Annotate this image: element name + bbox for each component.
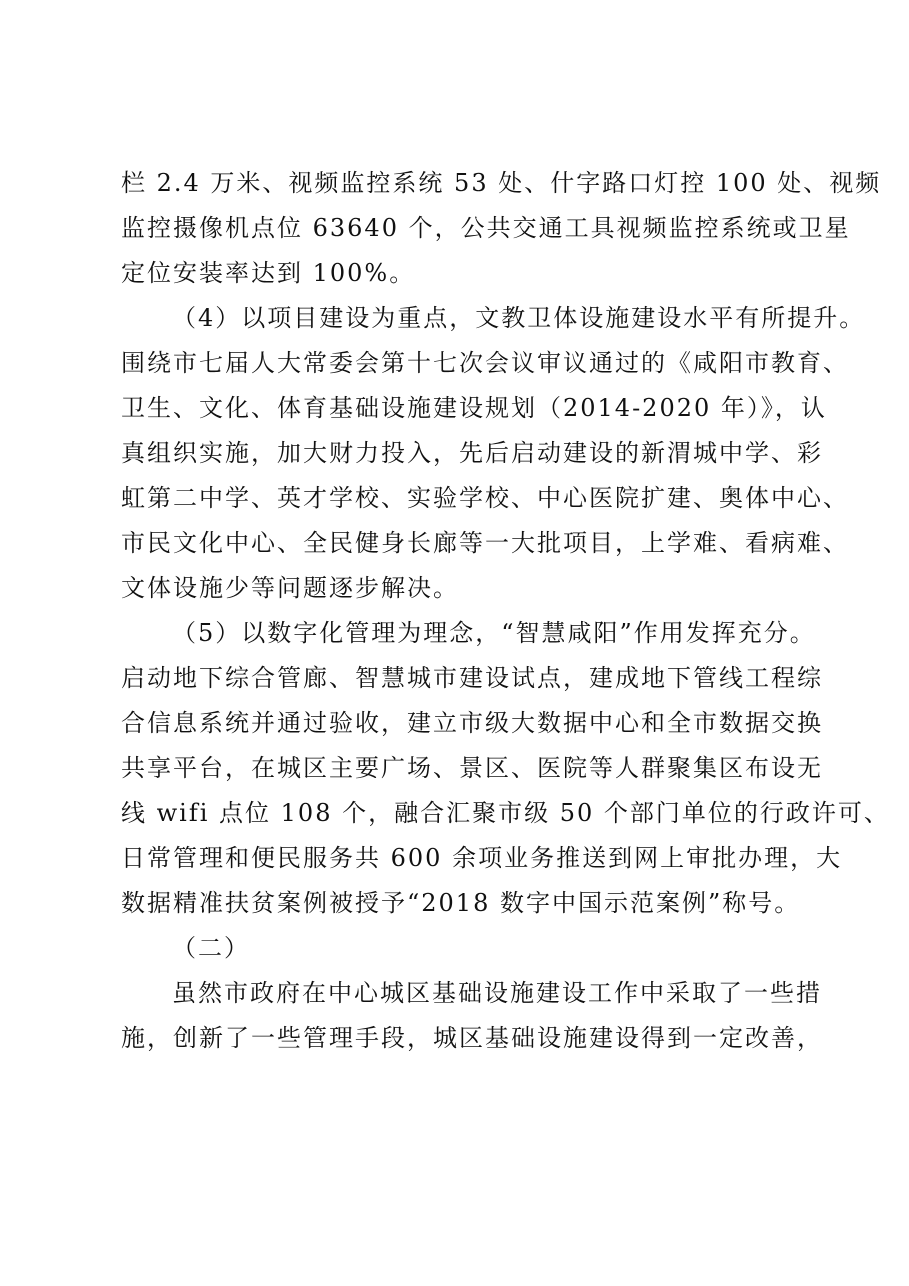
paragraph-line: 栏 2.4 万米、视频监控系统 53 处、什字路口灯控 100 处、视频 <box>121 169 882 197</box>
paragraph-line: 定位安装率达到 100%。 <box>121 259 416 287</box>
paragraph-line: 日常管理和便民服务共 600 余项业务推送到网上审批办理，大 <box>121 844 843 872</box>
paragraph-line: 虽然市政府在中心城区基础设施建设工作中采取了一些措 <box>172 979 822 1007</box>
paragraph-line: 合信息系统并通过验收，建立市级大数据中心和全市数据交换 <box>121 709 823 737</box>
section-heading: （二） <box>172 934 250 962</box>
paragraph-line: 市民文化中心、全民健身长廊等一大批项目，上学难、看病难、 <box>121 529 849 557</box>
paragraph-line: 数据精准扶贫案例被授予“2018 数字中国示范案例”称号。 <box>121 889 801 917</box>
paragraph-line: 虹第二中学、英才学校、实验学校、中心医院扩建、奥体中心、 <box>121 484 849 512</box>
paragraph-line: 文体设施少等问题逐步解决。 <box>121 574 459 602</box>
paragraph-line: 围绕市七届人大常委会第十七次会议审议通过的《咸阳市教育、 <box>121 349 849 377</box>
paragraph-line: 卫生、文化、体育基础设施建设规划（2014-2020 年）》，认 <box>121 394 827 422</box>
paragraph-line: 监控摄像机点位 63640 个，公共交通工具视频监控系统或卫星 <box>121 214 851 242</box>
paragraph-line: 真组织实施，加大财力投入，先后启动建设的新渭城中学、彩 <box>121 439 823 467</box>
paragraph-line: 共享平台，在城区主要广场、景区、医院等人群聚集区布设无 <box>121 754 823 782</box>
paragraph-line: （4）以项目建设为重点，文教卫体设施建设水平有所提升。 <box>172 304 866 332</box>
paragraph-line: 启动地下综合管廊、智慧城市建设试点，建成地下管线工程综 <box>121 664 823 692</box>
paragraph-line: 线 wifi 点位 108 个，融合汇聚市级 50 个部门单位的行政许可、 <box>121 799 890 827</box>
paragraph-line: 施，创新了一些管理手段，城区基础设施建设得到一定改善， <box>121 1024 823 1052</box>
paragraph-line: （5）以数字化管理为理念，“智慧咸阳”作用发挥充分。 <box>172 619 816 647</box>
